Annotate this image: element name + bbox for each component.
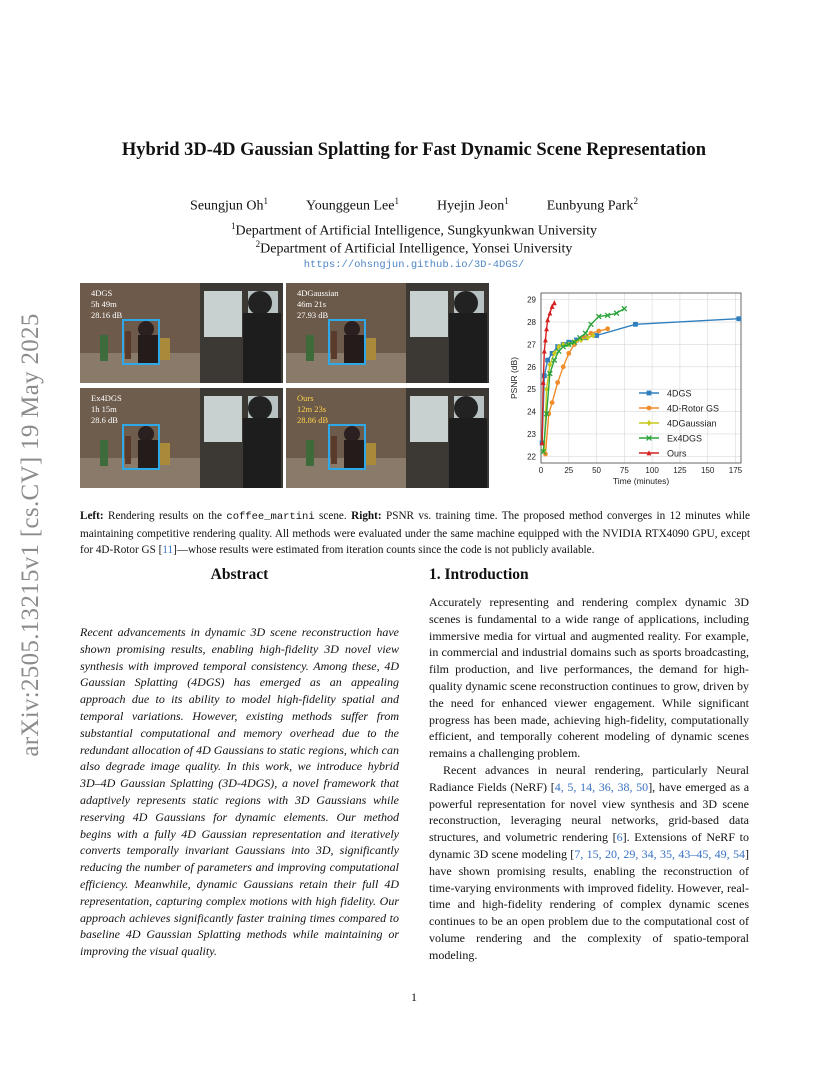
paper-title: Hybrid 3D-4D Gaussian Splatting for Fast Dynamic Scene Representation: [121, 140, 707, 160]
citation-link[interactable]: 6: [616, 830, 623, 845]
psnr-vs-time-chart: [505, 285, 750, 495]
data-point: [541, 380, 546, 385]
series-ex4dgs: [541, 306, 627, 454]
render-panel-4dgs: [80, 283, 283, 383]
author-list: [0, 196, 828, 215]
render-panel-ours: [286, 388, 489, 488]
series-line: [543, 309, 624, 452]
data-point: [561, 364, 566, 369]
arxiv-side-stamp: arXiv:2505.13215v1 [cs.CV] 19 May 2025: [17, 313, 44, 757]
introduction-body: [429, 594, 749, 964]
series-line: [545, 329, 607, 454]
data-point: [552, 300, 557, 305]
highlight-box: [122, 424, 160, 470]
y-tick-label: 28: [527, 318, 536, 328]
data-point: [545, 358, 550, 363]
paragraph: Accurately representing and rendering complex dynamic 3D scenes is fundamental to a wide range of applications, including immersive media for virtual and augmented reality. For example, in commercial and industrial domains such as sports broadcasting, film production, and live performances, the demand for high-quality dynamic scene reconstruction continues to grow, driven by the need for enhanced viewer engagement. While significant progress has been made, achieving high-fidelity, computationally efficient, and temporally coherent modeling of dynamic scenes remains a challenging problem.: [429, 595, 749, 761]
author: Seungjun Oh$^1$: [190, 196, 269, 214]
y-tick-label: 26: [527, 362, 536, 372]
legend-label: 4DGS: [667, 388, 692, 399]
data-point: [605, 326, 610, 331]
affiliation: $^2$Department of Artificial Intelligence, Yonsei University: [255, 239, 573, 257]
highlight-box: [328, 319, 366, 365]
figure-caption: Left: Rendering results on the coffee_martini scene. Right: PSNR vs. training time. The proposed method converges in 12 minutes while maintaining competitive rendering quality. All methods were evaluated under the same machine equipped with the NVIDIA RTX4090 GPU, except for 4D-Rotor GS [11]—whose results were estimated from iteration counts since the code is not publicly available.: [80, 510, 750, 556]
legend-marker: [647, 391, 652, 396]
y-tick-label: 23: [527, 429, 536, 439]
citation-link[interactable]: 4, 5, 14, 36, 38, 50: [554, 779, 649, 794]
highlight-box: [122, 319, 160, 365]
panel-label: 4DGS 5h 49m 28.16 dB: [91, 288, 123, 320]
page-number: 1: [411, 990, 417, 1004]
citation-link[interactable]: 7, 15, 20, 29, 34, 35, 43–45, 49, 54: [574, 846, 745, 861]
project-link[interactable]: https://ohsngjun.github.io/3D-4DGS/: [303, 259, 525, 271]
citation-link[interactable]: 11: [162, 544, 174, 556]
panel-label: Ours 12m 23s 28.86 dB: [297, 393, 329, 425]
data-point: [543, 337, 548, 342]
y-tick-label: 24: [527, 407, 536, 417]
legend-item: [639, 404, 719, 414]
affiliation: $^1$Department of Artificial Intelligence, Sungkyunkwan University: [230, 221, 598, 239]
panel-label: 4DGaussian 46m 21s 27.93 dB: [297, 288, 339, 320]
author: Hyejin Jeon$^1$: [436, 196, 509, 214]
data-point: [544, 326, 549, 331]
x-tick-label: 50: [592, 466, 602, 475]
data-point: [566, 351, 571, 356]
legend-label: 4D-Rotor GS: [667, 403, 720, 414]
legend-label: 4DGaussian: [667, 418, 717, 429]
x-tick-label: 0: [538, 466, 544, 475]
render-panel-4dgaussian: [286, 283, 489, 383]
data-point: [547, 310, 552, 315]
legend-item: [639, 449, 687, 459]
x-axis-label: Time (minutes): [612, 476, 670, 486]
introduction-heading: 1. Introduction: [429, 566, 529, 583]
legend-marker: [647, 406, 652, 411]
panel-label: Ex4DGS 1h 15m 28.6 dB: [91, 393, 122, 425]
render-panel-ex4dgs: [80, 388, 283, 488]
data-point: [583, 331, 588, 336]
data-point: [736, 316, 741, 321]
y-tick-label: 25: [527, 385, 536, 395]
y-axis-label: PSNR (dB): [509, 356, 519, 400]
abstract-body: Recent advancements in dynamic 3D scene reconstruction have shown promising results, enabling high-fidelity 3D novel view synthesis with improved temporal consistency. Among these, 4D Gaussian Splatting (4DGS) has emerged as an appealing approach due to its ability to model high-fidelity spatial and temporal variations. However, existing methods suffer from substantial computational and memory overhead due to the redundant allocation of 4D Gaussians to static regions, which can also degrade image quality. In this work, we introduce hybrid 3D–4D Gaussian Splatting (3D-4DGS), a novel framework that adaptively represents static regions with 3D Gaussians while reserving 4D Gaussians for dynamic elements. Our method begins with a fully 4D Gaussian representation and iteratively converts temporally invariant Gaussians into 3D, significantly reducing the number of parameters and improving computational efficiency. Meanwhile, dynamic Gaussians retain their full 4D representation, capturing complex motions with high fidelity. Our approach achieves significantly faster training times compared to baseline 4D Gaussian Splatting methods while maintaining or improving the visual quality.: [80, 625, 399, 959]
series-4d-rotor-gs: [543, 326, 610, 456]
author: Younggeun Lee$^1$: [306, 196, 399, 214]
x-tick-label: 150: [700, 466, 715, 475]
paragraph: Recent advances in neural rendering, particularly Neural Radiance Fields (NeRF) [4, 5, 14, 36, 38, 50], have emerged as a powerful representation for novel view synthesis and 3D scene reconstruction, leveraging neural networks, grid-based data structures, and volumetric rendering [6]. Extensions of NeRF to dynamic 3D scene modeling [7, 15, 20, 29, 34, 35, 43–45, 49, 54] have shown promising results, enabling the reconstruction of time-varying environments with improved fidelity. However, real-time and high-fidelity rendering of complex dynamic scenes continues to be an open problem due to the computational cost of volume rendering and the complexity of spatio-temporal modeling.: [429, 762, 750, 962]
legend-label: Ex4DGS: [667, 433, 703, 444]
legend-item: [639, 419, 717, 429]
y-tick-label: 27: [527, 340, 536, 350]
data-point: [589, 322, 594, 327]
legend-item: [639, 434, 702, 444]
highlight-box: [328, 424, 366, 470]
legend-label: Ours: [667, 448, 687, 459]
chart-series: [540, 300, 741, 456]
x-tick-label: 100: [645, 466, 659, 475]
data-point: [633, 322, 638, 327]
author: Eunbyung Park$^2$: [546, 196, 638, 214]
x-tick-label: 125: [673, 466, 687, 475]
data-point: [550, 400, 555, 405]
data-point: [545, 317, 550, 322]
data-point: [596, 329, 601, 334]
data-point: [542, 348, 547, 353]
data-point: [555, 380, 560, 385]
legend-item: [639, 389, 692, 399]
chart-legend: [639, 389, 719, 459]
data-point: [542, 373, 547, 378]
x-tick-label: 75: [619, 466, 629, 475]
y-tick-label: 29: [527, 295, 536, 305]
legend-marker: [647, 420, 652, 426]
y-tick-label: 22: [527, 452, 536, 462]
abstract-heading: Abstract: [210, 566, 269, 583]
x-tick-label: 25: [564, 466, 574, 475]
x-tick-label: 175: [728, 466, 743, 475]
